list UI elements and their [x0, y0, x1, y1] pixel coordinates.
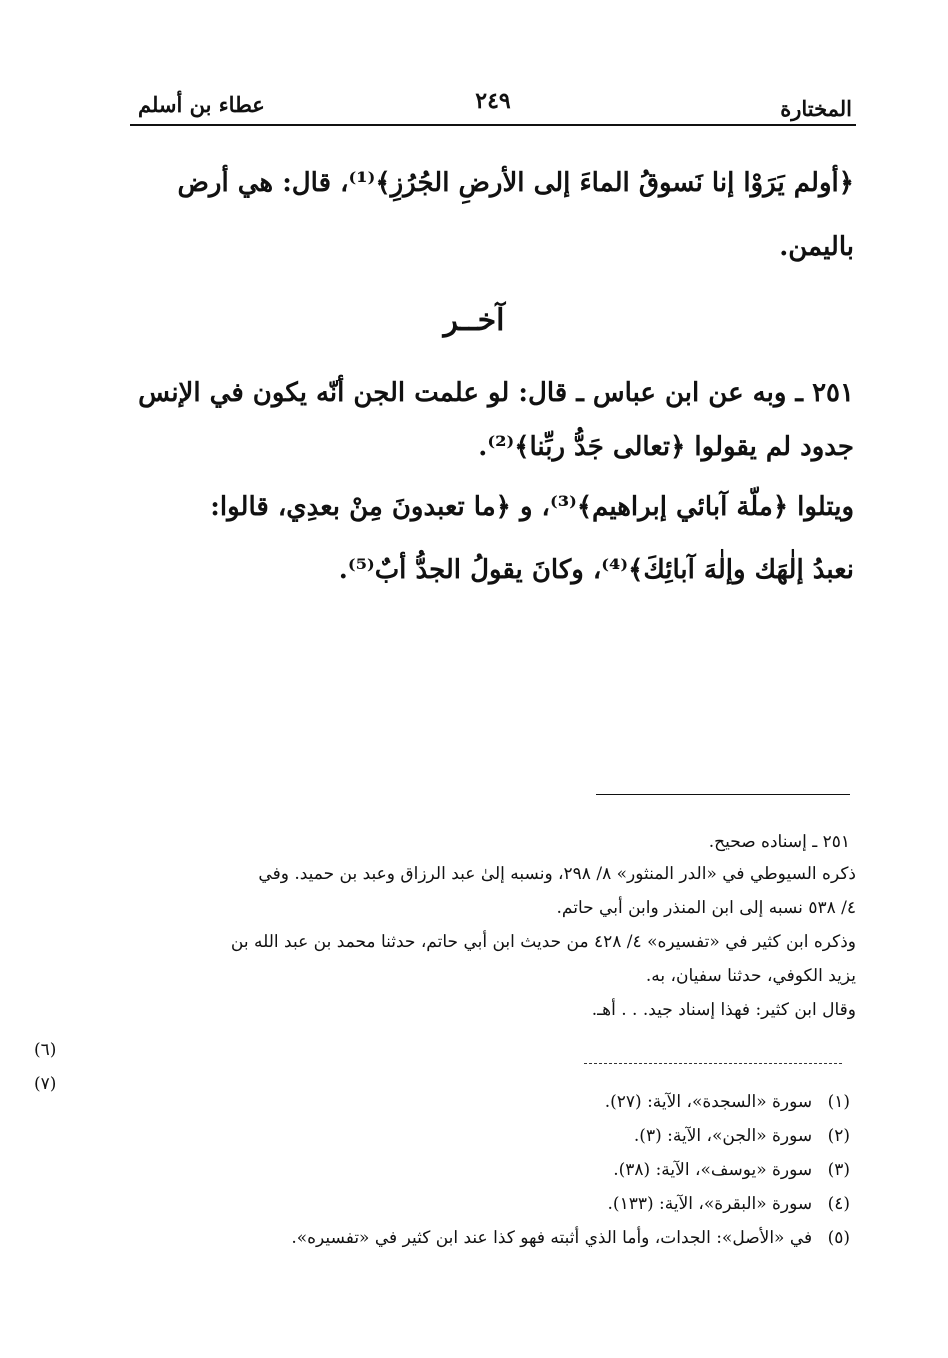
footnote-item: [605, 1092, 850, 1112]
hadith-note-line-5: وقال ابن كثير: فهذا إسناد جيد. . . أهـ.: [591, 1000, 856, 1020]
footnotes-separator: [584, 1063, 842, 1064]
footnote-text: سورة «يوسف»، الآية: (٣٨).: [613, 1160, 813, 1180]
footnote-number: (٣): [827, 1160, 850, 1180]
page-number: ٢٤٩: [475, 88, 511, 114]
footnote-separator: [596, 794, 850, 795]
footnote-item: [291, 1228, 850, 1248]
footnote-item: [634, 1126, 850, 1146]
main-text-line-3: ٢٥١ ـ وبه عن ابن عباس ـ قال: لو علمت الجن أنّه يكون في الإنس: [138, 378, 854, 408]
main-text-line-4: جدود لم يقولوا ﴿تعالى جَدُّ ربِّنا﴾⁽²⁾.: [478, 432, 854, 462]
hadith-note-line-1: ذكره السيوطي في «الدر المنثور» ٨/ ٢٩٨، ونسبه إلىٰ عبد الرزاق وعبد بن حميد. وفي: [258, 864, 856, 884]
footnote-text: سورة «الجن»، الآية: (٣).: [633, 1126, 813, 1146]
main-text-line-2: باليمن.: [779, 232, 854, 262]
section-title: آخــر: [443, 303, 505, 338]
footnote-text: في «الأصل»: الجدات، وأما الذي أثبته فهو كذا عند ابن كثير في «تفسيره».: [291, 1228, 813, 1248]
footnote-number: (٢): [827, 1126, 850, 1146]
hadith-note-line-3: وذكره ابن كثير في «تفسيره» ٤/ ٤٢٨ من حديث ابن أبي حاتم، حدثنا محمد بن عبد الله بن: [230, 932, 856, 952]
footnote-number: (٥): [827, 1228, 850, 1248]
hadith-note-line-2: ٤/ ٥٣٨ نسبه إلى ابن المنذر وابن أبي حاتم.: [556, 898, 856, 918]
margin-number-7: (٧): [34, 1074, 57, 1094]
header-book-title: المختارة: [780, 96, 852, 121]
main-text-line-6: نعبدُ إلٰهَك وإلٰهَ آبائِكَ﴾⁽⁴⁾، وكانَ يقولُ الجدُّ أبٌ⁽⁵⁾.: [338, 555, 854, 585]
footnote-number: (٤): [827, 1194, 850, 1214]
main-text-line-5: ويتلوا ﴿ملّة آبائي إبراهيم﴾⁽³⁾، و ﴿ما تعبدونَ مِنْ بعدِي، قالوا:: [210, 492, 854, 522]
footnote-text: سورة «البقرة»، الآية: (١٣٣).: [607, 1194, 813, 1214]
footnote-number: (١): [827, 1092, 850, 1112]
main-text-line-1: ﴿أولم يَرَوْا إنا نَسوقُ الماءَ إلى الأرضِ الجُرُزِ﴾⁽¹⁾، قال: هي أرض: [177, 168, 854, 198]
header-chapter-title: عطاء بن أسلم: [138, 92, 265, 117]
running-header: [130, 84, 856, 126]
hadith-note-line-4: يزيد الكوفي، حدثنا سفيان، به.: [645, 966, 856, 986]
footnote-text: سورة «السجدة»، الآية: (٢٧).: [604, 1092, 813, 1112]
footnote-item: [613, 1160, 850, 1180]
footnote-item: [608, 1194, 850, 1214]
hadith-note-heading: ٢٥١ ـ إسناده صحيح.: [708, 832, 850, 852]
margin-number-6: (٦): [34, 1040, 57, 1060]
